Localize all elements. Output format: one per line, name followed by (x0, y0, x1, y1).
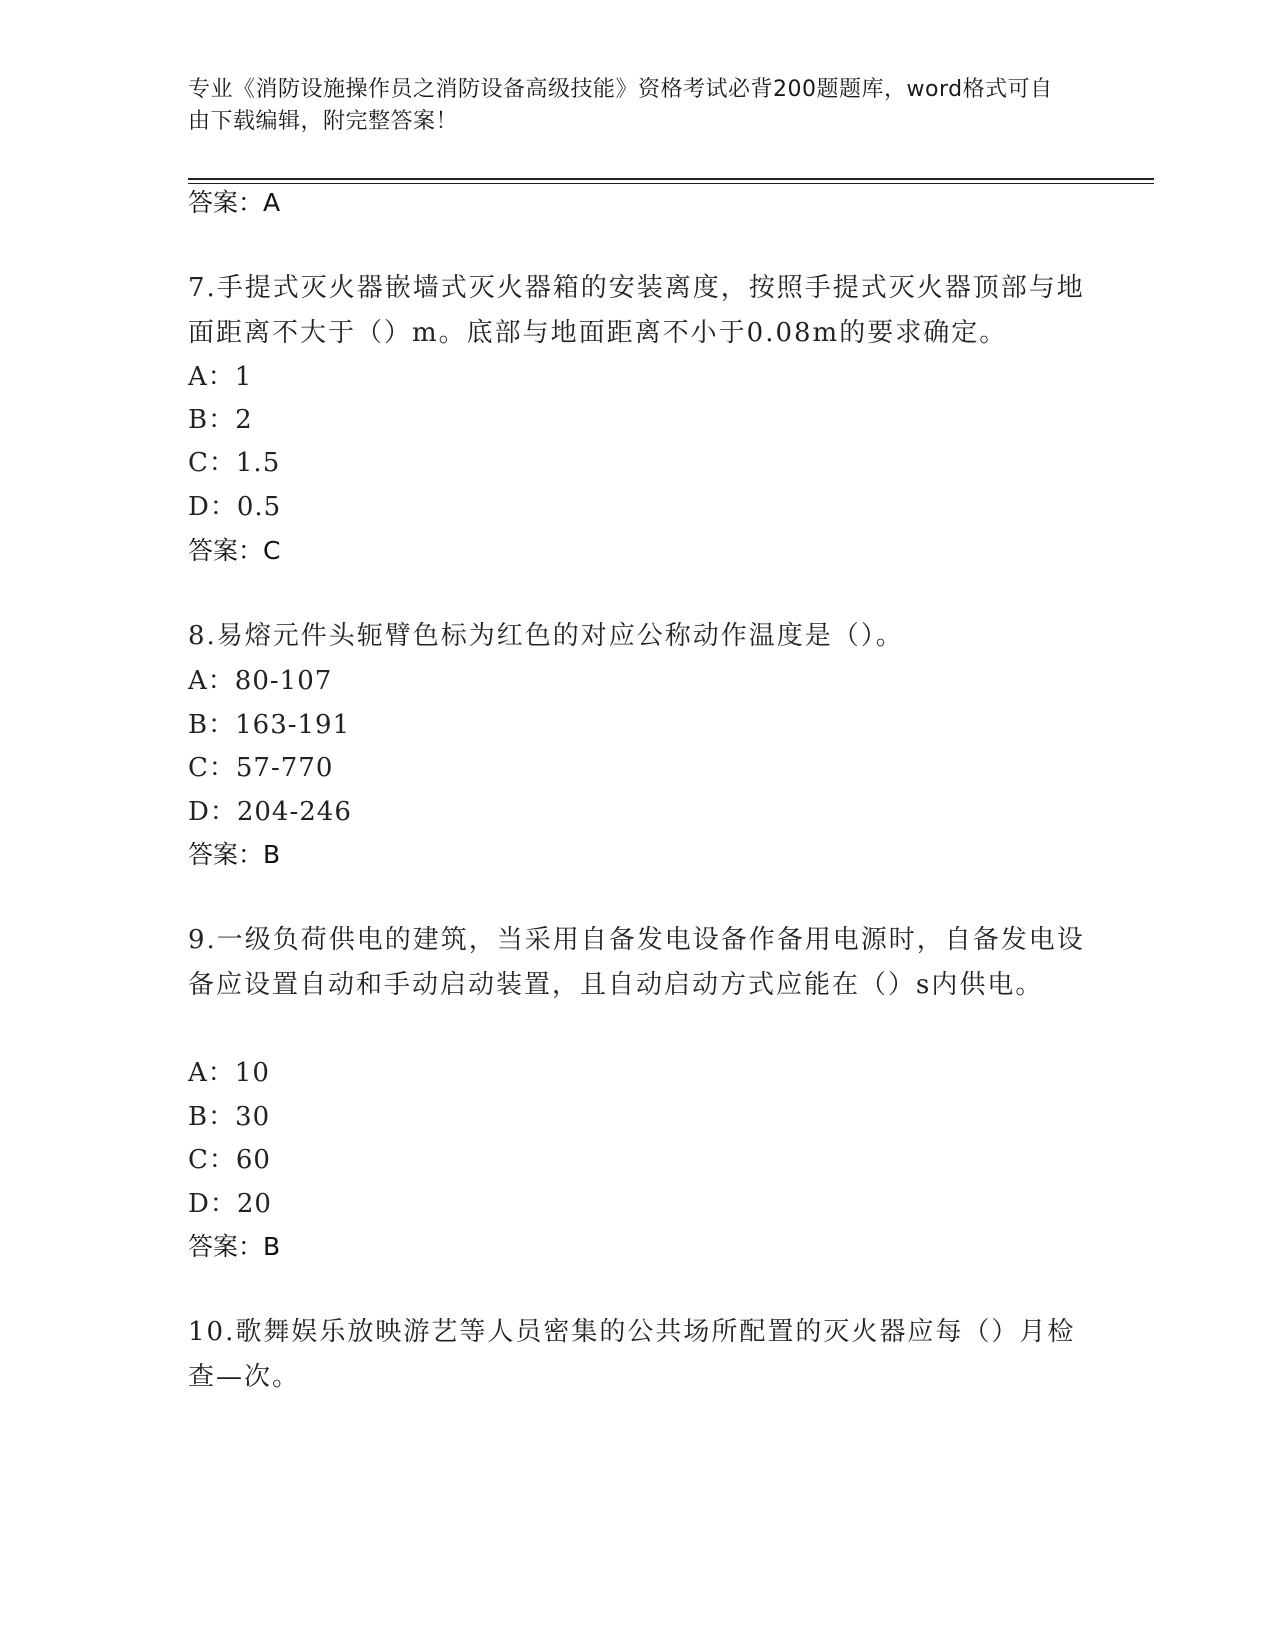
header-divider-thin (188, 183, 1154, 184)
question-stem-8: 8.易熔元件头轭臂色标为红色的对应公称动作温度是（）。 (188, 621, 904, 651)
option-d: D：0.5 (188, 492, 282, 522)
option-c: C：1.5 (188, 448, 281, 478)
question-stem-10: 10.歌舞娱乐放映游艺等人员密集的公共场所配置的灭火器应每（）月检查—次。 (188, 1317, 1076, 1392)
option-b: B：2 (188, 405, 253, 435)
answer-line: 答案：A (188, 188, 281, 217)
answer-line: 答案：C (188, 536, 281, 565)
option-d: D：204-246 (188, 797, 352, 827)
option-c: C：60 (188, 1145, 271, 1175)
option-d: D：20 (188, 1189, 272, 1219)
option-a: A：1 (188, 362, 253, 392)
option-b: B：163-191 (188, 710, 351, 740)
answer-line: 答案：B (188, 1232, 281, 1261)
answer-line: 答案：B (188, 840, 281, 869)
document-header: 专业《消防设施操作员之消防设备高级技能》资格考试必背200题题库，word格式可自由下载编辑，附完整答案！ (188, 77, 1053, 134)
question-stem-7: 7.手提式灭火器嵌墙式灭火器箱的安装离度，按照手提式灭火器顶部与地面距离不大于（）m。底部与地面距离不小于0.08m的要求确定。 (188, 273, 1085, 348)
option-a: A：80-107 (188, 666, 333, 696)
option-a: A：10 (188, 1058, 270, 1088)
option-c: C：57-770 (188, 753, 334, 783)
header-divider (188, 178, 1154, 180)
question-stem-9: 9.一级负荷供电的建筑，当采用自备发电设备作备用电源时，自备发电设备应设置自动和手动启动装置，且自动启动方式应能在（）s内供电。 (188, 925, 1085, 1000)
option-b: B：30 (188, 1102, 271, 1132)
